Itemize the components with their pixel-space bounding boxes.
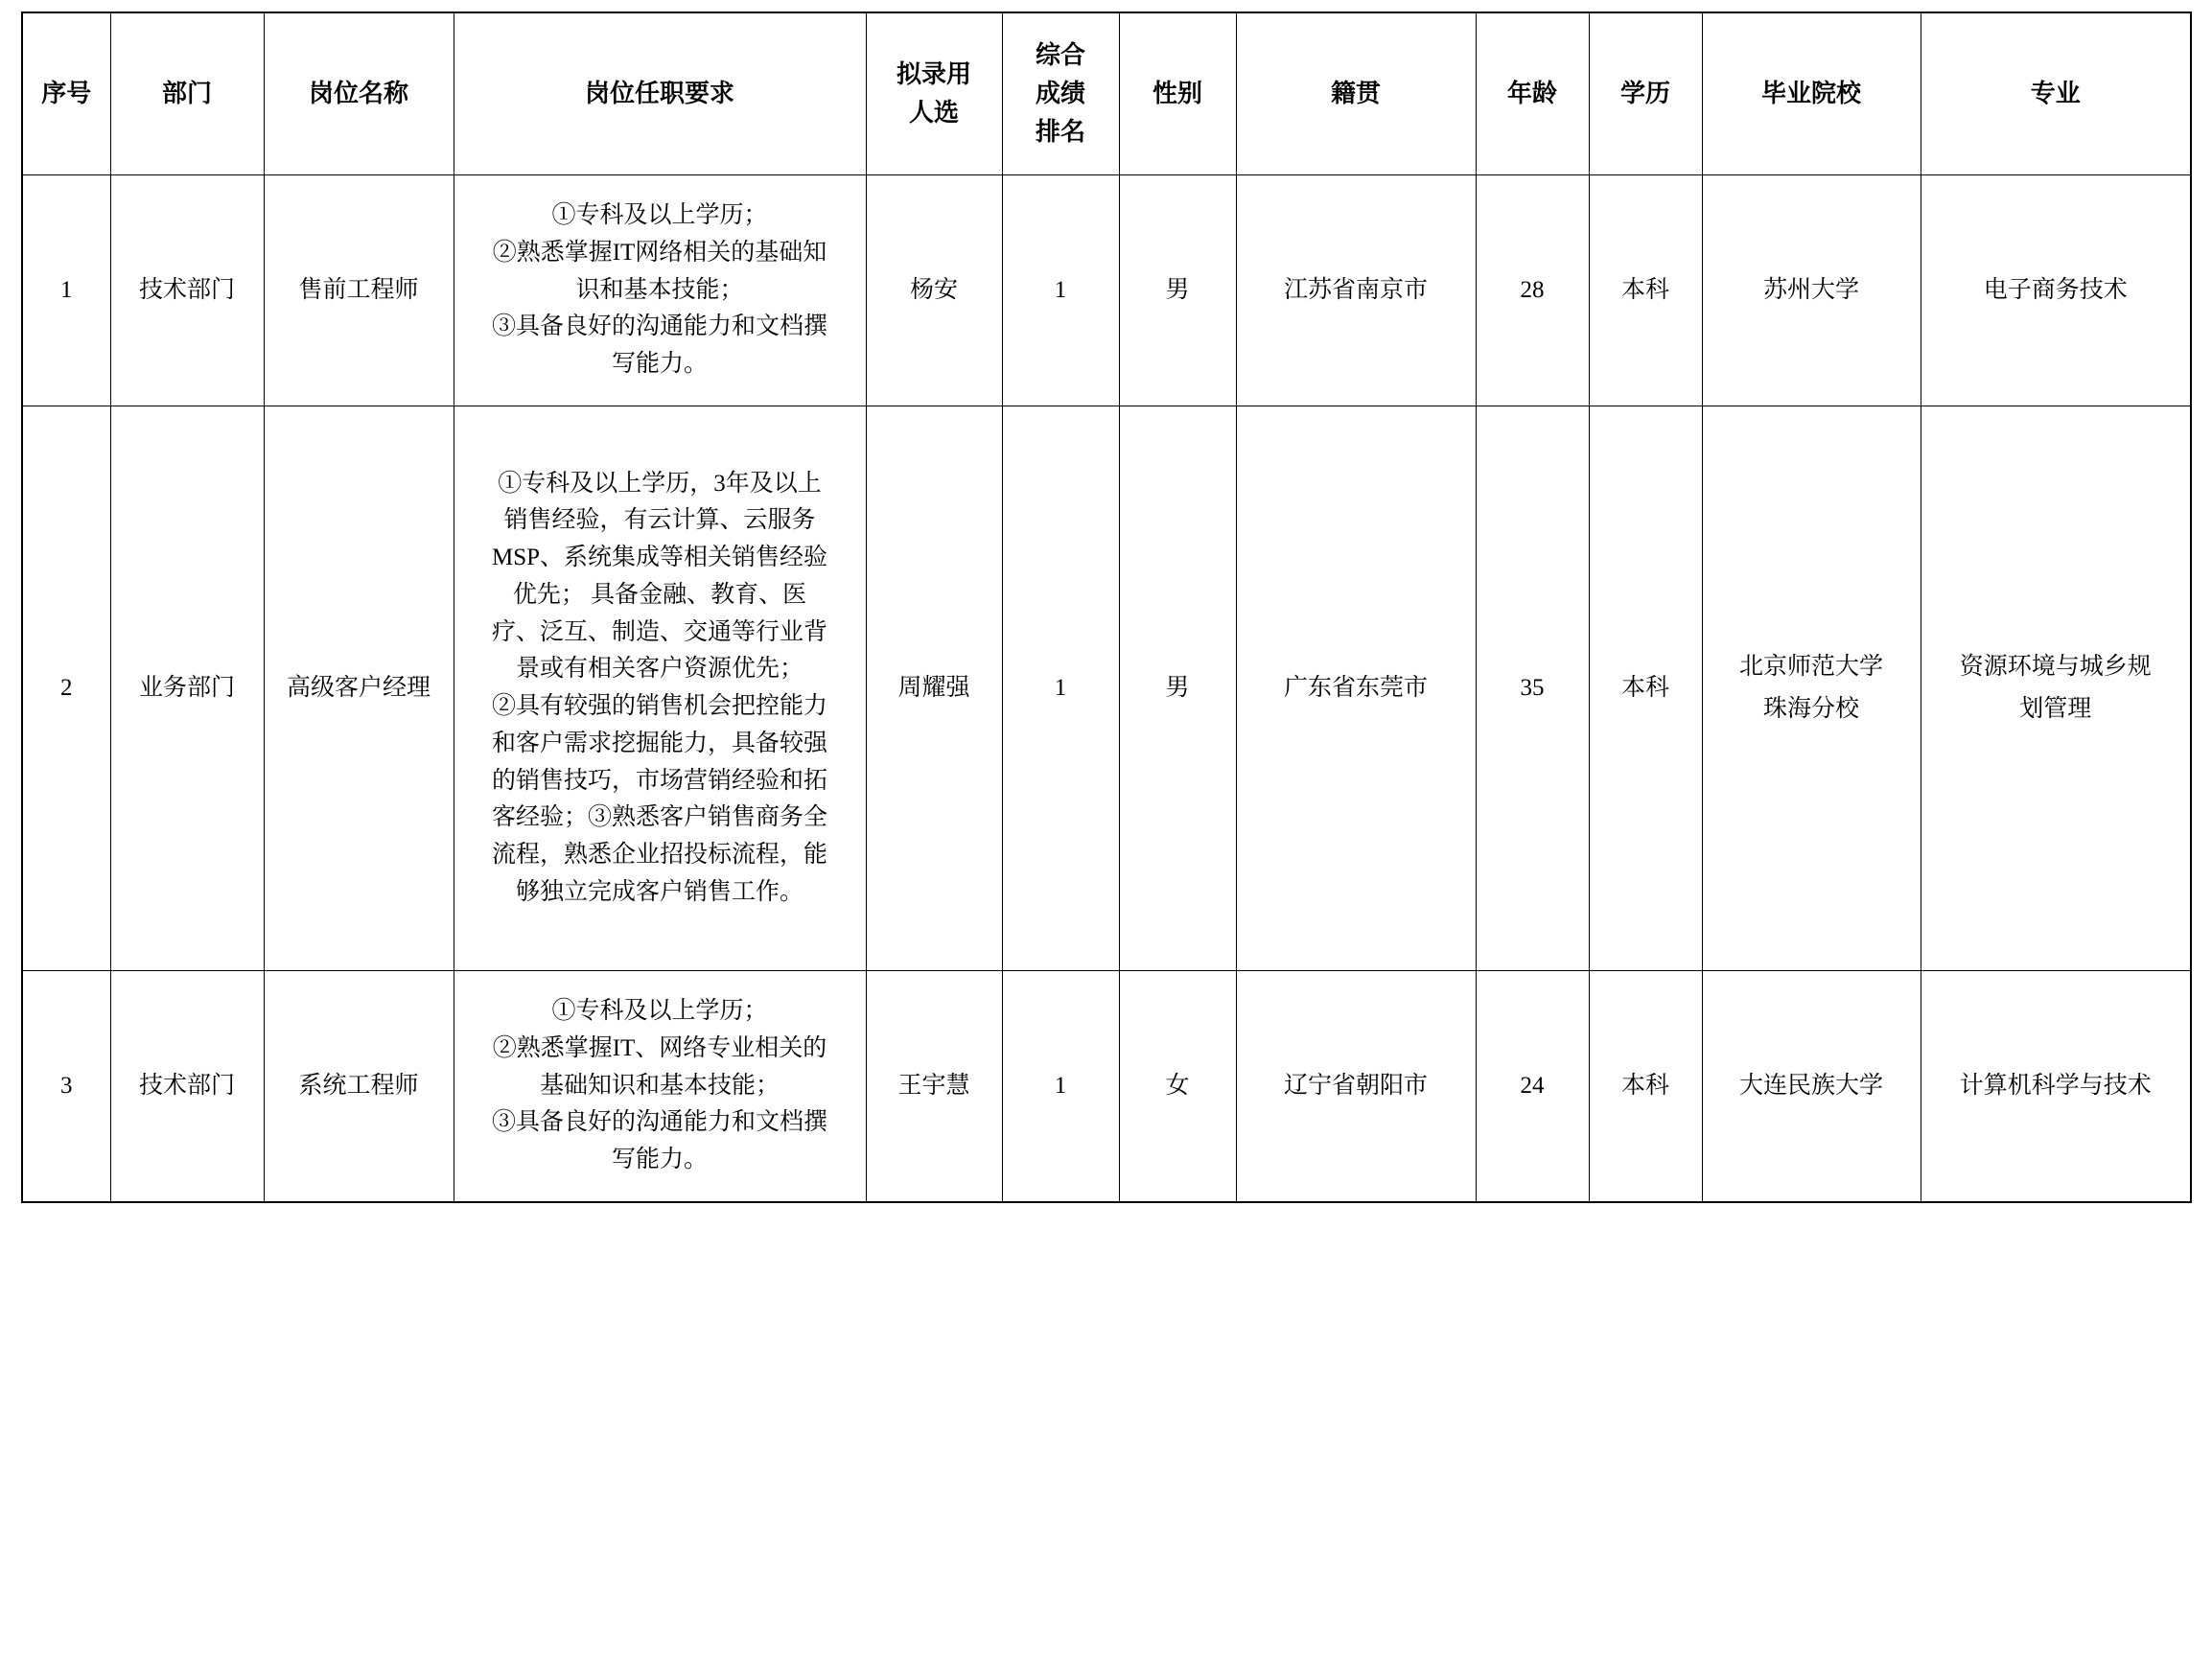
column-header-candidate-line1: 拟录用 bbox=[896, 59, 971, 88]
cell-rank: 1 bbox=[1002, 971, 1119, 1203]
requirement-line: ①专科及以上学历，3年及以上 bbox=[498, 470, 822, 497]
requirement-line: ③具备良好的沟通能力和文档撰 bbox=[491, 1109, 827, 1136]
major-line: 计算机科学与技术 bbox=[1959, 1073, 2152, 1100]
cell-major bbox=[1921, 971, 2191, 1203]
requirement-line: 优先； 具备金融、教育、医 bbox=[512, 581, 807, 608]
cell-gender: 男 bbox=[1119, 175, 1236, 406]
table-body bbox=[22, 175, 2191, 1203]
column-header-school: 毕业院校 bbox=[1702, 12, 1921, 175]
column-header-seq: 序号 bbox=[22, 12, 110, 175]
column-header-rank bbox=[1002, 12, 1119, 175]
major-line: 划管理 bbox=[2019, 696, 2092, 722]
requirement-line: 景或有相关客户资源优先； bbox=[515, 656, 803, 683]
column-header-age: 年龄 bbox=[1476, 12, 1589, 175]
cell-candidate: 周耀强 bbox=[866, 406, 1002, 971]
cell-school bbox=[1702, 406, 1921, 971]
cell-age: 35 bbox=[1476, 406, 1589, 971]
cell-school bbox=[1702, 971, 1921, 1203]
recruitment-table bbox=[21, 12, 2192, 1203]
cell-candidate: 王宇慧 bbox=[866, 971, 1002, 1203]
requirement-line: 流程，熟悉企业招投标流程，能 bbox=[491, 842, 827, 868]
cell-education: 本科 bbox=[1589, 971, 1702, 1203]
table-row bbox=[22, 971, 2191, 1203]
requirement-line: 疗、泛互、制造、交通等行业背 bbox=[491, 618, 827, 645]
column-header-origin: 籍贯 bbox=[1236, 12, 1476, 175]
table-row bbox=[22, 406, 2191, 971]
cell-seq: 2 bbox=[22, 406, 110, 971]
column-header-department: 部门 bbox=[110, 12, 264, 175]
cell-major bbox=[1921, 175, 2191, 406]
column-header-rank-line3: 排名 bbox=[1035, 118, 1085, 147]
requirement-line: 的销售技巧，市场营销经验和拓 bbox=[491, 767, 827, 794]
column-header-rank-line2: 成绩 bbox=[1035, 79, 1085, 107]
cell-age: 24 bbox=[1476, 971, 1589, 1203]
cell-requirements bbox=[454, 971, 866, 1203]
cell-department: 技术部门 bbox=[110, 971, 264, 1203]
cell-requirements bbox=[454, 406, 866, 971]
cell-gender: 男 bbox=[1119, 406, 1236, 971]
table-row bbox=[22, 175, 2191, 406]
cell-origin: 辽宁省朝阳市 bbox=[1236, 971, 1476, 1203]
cell-post-name: 售前工程师 bbox=[264, 175, 454, 406]
requirement-line: ①专科及以上学历； bbox=[551, 202, 768, 229]
requirement-line: ③具备良好的沟通能力和文档撰 bbox=[491, 313, 827, 340]
requirement-line: ②具有较强的销售机会把控能力 bbox=[491, 693, 827, 719]
requirement-line: 客经验；③熟悉客户销售商务全 bbox=[491, 804, 827, 831]
requirement-line: 和客户需求挖掘能力，具备较强 bbox=[491, 730, 827, 756]
cell-education: 本科 bbox=[1589, 406, 1702, 971]
cell-major bbox=[1921, 406, 2191, 971]
cell-department: 业务部门 bbox=[110, 406, 264, 971]
cell-seq: 3 bbox=[22, 971, 110, 1203]
requirement-line: MSP、系统集成等相关销售经验 bbox=[491, 545, 828, 570]
requirement-line: 写能力。 bbox=[611, 1147, 708, 1173]
column-header-requirements: 岗位任职要求 bbox=[454, 12, 866, 175]
cell-rank: 1 bbox=[1002, 406, 1119, 971]
requirement-line: 基础知识和基本技能； bbox=[539, 1072, 780, 1099]
cell-department: 技术部门 bbox=[110, 175, 264, 406]
requirement-line: 销售经验，有云计算、云服务 bbox=[503, 507, 816, 534]
column-header-gender: 性别 bbox=[1119, 12, 1236, 175]
column-header-candidate bbox=[866, 12, 1002, 175]
school-line: 北京师范大学 bbox=[1738, 654, 1883, 681]
cell-candidate: 杨安 bbox=[866, 175, 1002, 406]
cell-origin: 江苏省南京市 bbox=[1236, 175, 1476, 406]
column-header-candidate-line2: 人选 bbox=[908, 99, 959, 127]
requirement-line: ②熟悉掌握IT、网络专业相关的 bbox=[492, 1034, 827, 1061]
requirement-line: ②熟悉掌握IT网络相关的基础知 bbox=[492, 239, 827, 266]
table-header bbox=[22, 12, 2191, 175]
column-header-rank-line1: 综合 bbox=[1035, 40, 1085, 69]
cell-school bbox=[1702, 175, 1921, 406]
school-line: 大连民族大学 bbox=[1738, 1073, 1883, 1100]
school-line: 珠海分校 bbox=[1762, 696, 1859, 722]
cell-age: 28 bbox=[1476, 175, 1589, 406]
cell-origin: 广东省东莞市 bbox=[1236, 406, 1476, 971]
requirement-line: 够独立完成客户销售工作。 bbox=[515, 878, 803, 905]
requirement-line: 写能力。 bbox=[611, 351, 708, 378]
cell-requirements bbox=[454, 175, 866, 406]
cell-post-name: 系统工程师 bbox=[264, 971, 454, 1203]
requirement-line: 识和基本技能； bbox=[575, 276, 744, 303]
major-line: 资源环境与城乡规 bbox=[1959, 654, 2152, 681]
cell-gender: 女 bbox=[1119, 971, 1236, 1203]
cell-rank: 1 bbox=[1002, 175, 1119, 406]
column-header-education: 学历 bbox=[1589, 12, 1702, 175]
requirement-line: ①专科及以上学历； bbox=[551, 998, 768, 1025]
major-line: 电子商务技术 bbox=[1983, 277, 2128, 304]
cell-seq: 1 bbox=[22, 175, 110, 406]
table-header-row bbox=[22, 12, 2191, 175]
school-line: 苏州大学 bbox=[1762, 277, 1859, 304]
column-header-major: 专业 bbox=[1921, 12, 2191, 175]
cell-education: 本科 bbox=[1589, 175, 1702, 406]
cell-post-name: 高级客户经理 bbox=[264, 406, 454, 971]
column-header-post-name: 岗位名称 bbox=[264, 12, 454, 175]
